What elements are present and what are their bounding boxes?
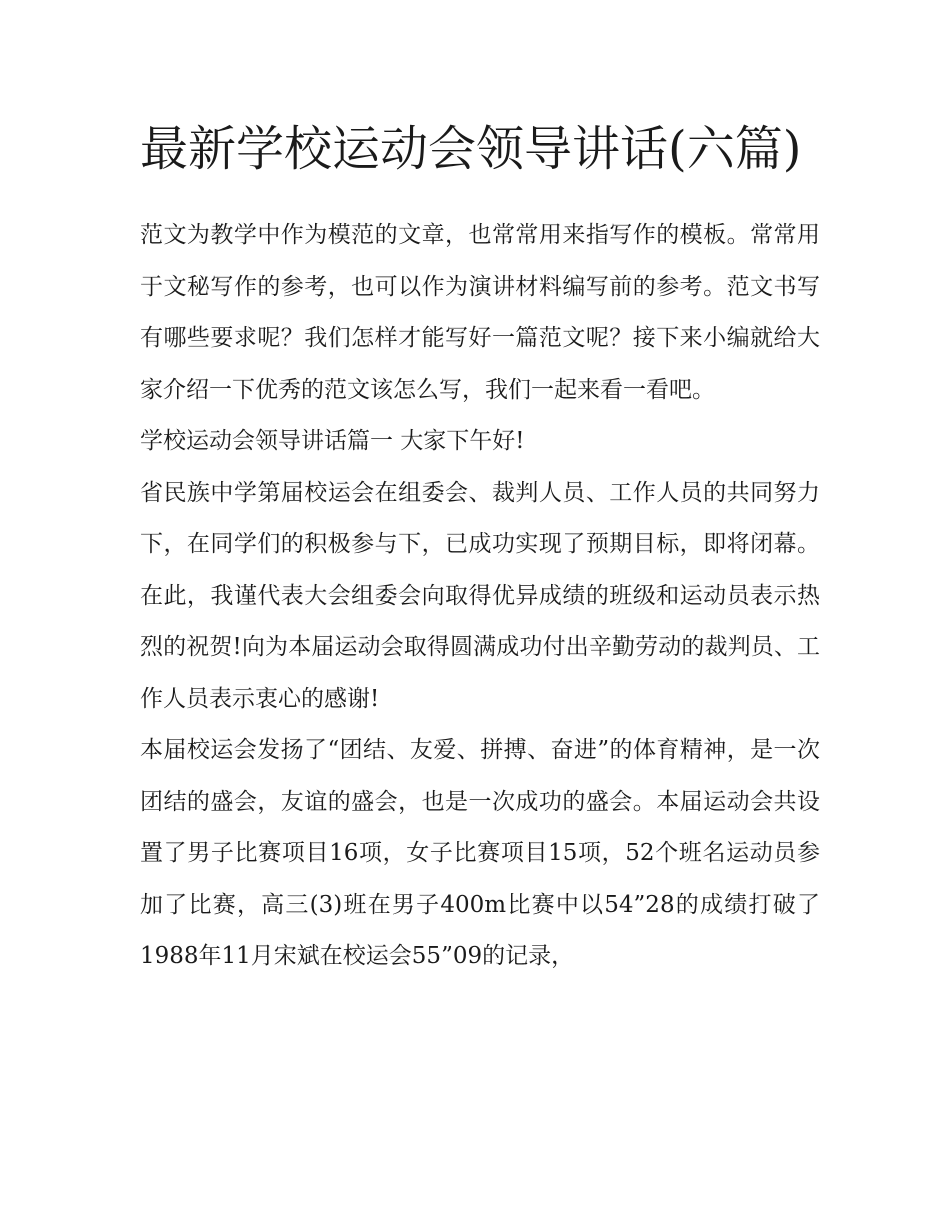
paragraph-intro: 范文为教学中作为模范的文章，也常常用来指写作的模板。常常用于文秘写作的参考，也可以作为演讲材料编写前的参考。范文书写有哪些要求呢？我们怎样才能写好一篇范文呢？接下来小编就给大家介绍一下优秀的范文该怎么写，我们一起来看一看吧。 (140, 222, 820, 403)
document-content (140, 112, 820, 983)
document-title: 最新学校运动会领导讲话(六篇) (140, 121, 802, 177)
paragraph-meet-summary: 本届校运会发扬了“团结、友爱、拼搏、奋进”的体育精神，是一次团结的盛会，友谊的盛会，也是一次成功的盛会。本届运动会共设置了男子比赛项目16项，女子比赛项目15项，52个班名运动员参加了比赛，高三(3)班在男子400m比赛中以54”28的成绩打破了1988年11月宋斌在校运会55”09的记录， (140, 737, 820, 969)
paragraph-speech-heading: 学校运动会领导讲话篇一 大家下午好! (140, 428, 525, 454)
paragraph-closing-remarks: 省民族中学第届校运会在组委会、裁判人员、工作人员的共同努力下，在同学们的积极参与下，已成功实现了预期目标，即将闭幕。在此，我谨代表大会组委会向取得优异成绩的班级和运动员表示热烈的祝贺!向为本届运动会取得圆满成功付出辛勤劳动的裁判员、工作人员表示衷心的感谢! (140, 479, 820, 712)
document-body (140, 210, 820, 983)
